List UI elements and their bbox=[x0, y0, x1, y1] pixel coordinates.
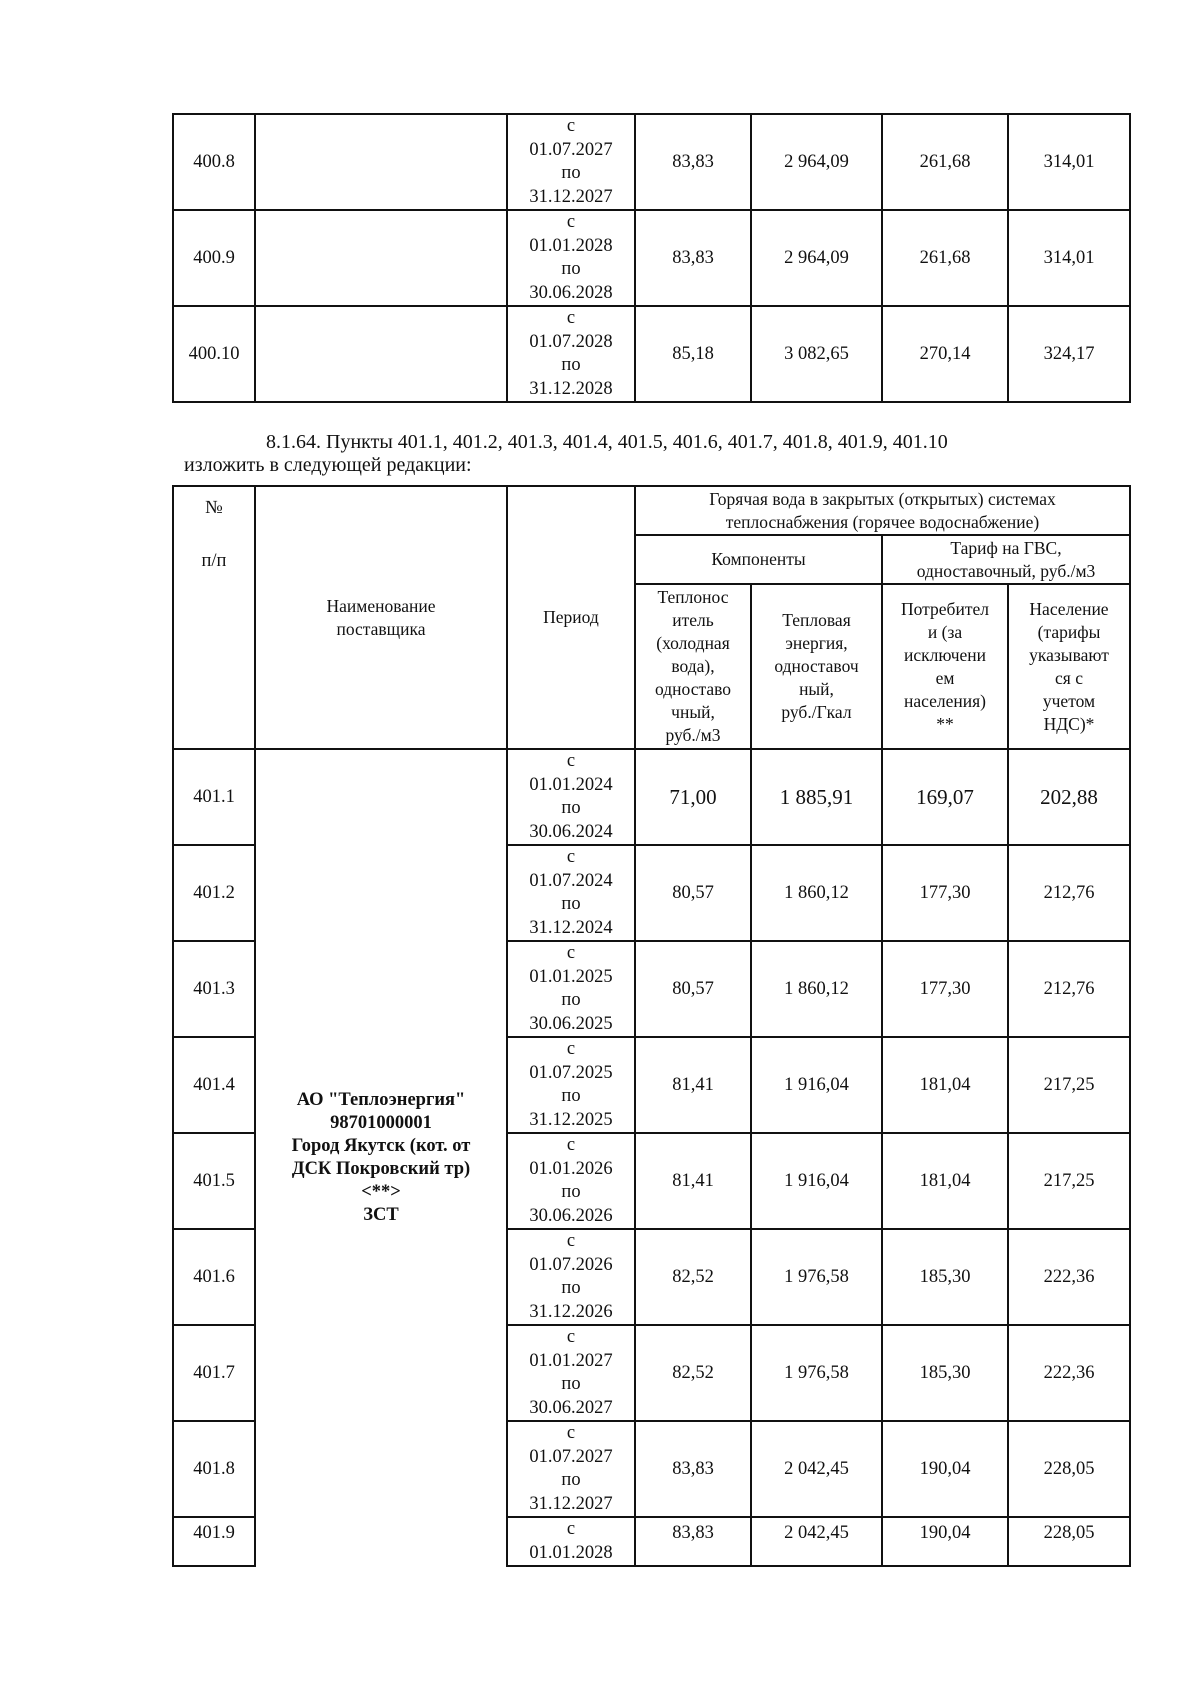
header-components: Компоненты bbox=[635, 535, 882, 584]
period-to-label: по bbox=[561, 1374, 581, 1394]
population-value: 222,36 bbox=[1008, 1229, 1130, 1325]
header-energy-line: ный, bbox=[799, 679, 834, 699]
header-tariff-line: Тариф на ГВС, bbox=[950, 537, 1062, 558]
row-number: 401.3 bbox=[173, 941, 255, 1037]
header-population-line: указывают bbox=[1029, 644, 1109, 665]
period-cell bbox=[507, 1133, 635, 1229]
consumers-value: 270,14 bbox=[882, 306, 1008, 402]
population-value: 217,25 bbox=[1008, 1133, 1130, 1229]
population-value: 228,05 bbox=[1008, 1421, 1130, 1517]
carrier-value: 82,52 bbox=[635, 1229, 751, 1325]
supplier-line: ЗСТ bbox=[363, 1205, 399, 1225]
period-end-date: 31.12.2026 bbox=[529, 1301, 613, 1322]
row-number: 400.8 bbox=[173, 114, 255, 210]
period-cell bbox=[507, 1037, 635, 1133]
table-row bbox=[173, 210, 1130, 306]
consumers-value: 177,30 bbox=[882, 845, 1008, 941]
carrier-value: 71,00 bbox=[635, 749, 751, 845]
consumers-value: 177,30 bbox=[882, 941, 1008, 1037]
supplier-line: Город Якутск (кот. от bbox=[291, 1136, 471, 1156]
period-cell bbox=[507, 941, 635, 1037]
period-to-label: по bbox=[561, 355, 581, 375]
supplier-line: АО "Теплоэнергия" bbox=[296, 1090, 466, 1110]
header-energy-line: Тепловая bbox=[782, 610, 851, 630]
period-cell bbox=[507, 1229, 635, 1325]
carrier-value: 83,83 bbox=[635, 114, 751, 210]
tariff-table-continuation bbox=[172, 113, 1131, 403]
population-value: 314,01 bbox=[1008, 210, 1130, 306]
header-tariff-line: одноставочный, руб./м3 bbox=[916, 560, 1096, 581]
carrier-value: 85,18 bbox=[635, 306, 751, 402]
header-carrier-line: итель bbox=[672, 610, 714, 630]
header-energy-line: одноставоч bbox=[774, 656, 859, 676]
row-number: 401.2 bbox=[173, 845, 255, 941]
header-group-line: Горячая вода в закрытых (открытых) системах bbox=[709, 488, 1056, 509]
period-cell bbox=[507, 306, 635, 402]
period-cell bbox=[507, 1517, 635, 1566]
row-number: 401.1 bbox=[173, 749, 255, 845]
header-carrier bbox=[635, 584, 751, 749]
header-row-1 bbox=[173, 486, 1130, 535]
consumers-value: 190,04 bbox=[882, 1421, 1008, 1517]
tariff-table-main bbox=[172, 485, 1131, 1567]
header-carrier-line: чный, bbox=[671, 702, 715, 722]
population-value: 212,76 bbox=[1008, 941, 1130, 1037]
header-hot-water-group bbox=[635, 486, 1130, 535]
period-from-label: с bbox=[566, 847, 576, 867]
consumers-value: 185,30 bbox=[882, 1325, 1008, 1421]
period-start-date: 01.01.2027 bbox=[529, 1350, 613, 1371]
period-to-label: по bbox=[561, 1278, 581, 1298]
period-end-date: 31.12.2027 bbox=[529, 186, 613, 207]
period-from-label: с bbox=[566, 1519, 576, 1539]
energy-value: 1 885,91 bbox=[751, 749, 882, 845]
header-consumers-line: исключени bbox=[903, 644, 987, 665]
supplier-line: 98701000001 bbox=[330, 1113, 432, 1133]
period-end-date: 30.06.2027 bbox=[529, 1397, 613, 1418]
header-supplier bbox=[255, 486, 507, 749]
period-cell bbox=[507, 749, 635, 845]
period-from-label: с bbox=[566, 308, 576, 328]
header-consumers-line: ем bbox=[935, 667, 955, 688]
header-supplier-line: Наименование bbox=[326, 595, 436, 616]
population-value: 217,25 bbox=[1008, 1037, 1130, 1133]
period-from-label: с bbox=[566, 1423, 576, 1443]
carrier-value: 83,83 bbox=[635, 210, 751, 306]
header-carrier-line: вода), bbox=[671, 656, 715, 676]
period-start-date: 01.07.2024 bbox=[529, 870, 613, 891]
energy-value: 1 860,12 bbox=[751, 845, 882, 941]
consumers-value: 190,04 bbox=[882, 1517, 1008, 1566]
table-row bbox=[173, 749, 1130, 845]
amendment-paragraph bbox=[184, 431, 1144, 477]
header-energy bbox=[751, 584, 882, 749]
energy-value: 1 976,58 bbox=[751, 1229, 882, 1325]
header-population-line: ся с bbox=[1055, 667, 1083, 688]
period-from-label: с bbox=[566, 116, 576, 136]
header-number-pp: п/п bbox=[201, 551, 227, 571]
period-from-label: с bbox=[566, 751, 576, 771]
carrier-value: 81,41 bbox=[635, 1037, 751, 1133]
energy-value: 2 964,09 bbox=[751, 210, 882, 306]
paragraph-line-2: изложить в следующей редакции: bbox=[184, 454, 472, 476]
header-carrier-line: руб./м3 bbox=[665, 725, 721, 745]
consumers-value: 185,30 bbox=[882, 1229, 1008, 1325]
period-end-date: 30.06.2024 bbox=[529, 821, 613, 842]
header-consumers-line: ** bbox=[936, 713, 954, 734]
carrier-value: 80,57 bbox=[635, 845, 751, 941]
population-value: 222,36 bbox=[1008, 1325, 1130, 1421]
supplier-cell bbox=[255, 210, 507, 306]
table-row bbox=[173, 306, 1130, 402]
period-end-date: 30.06.2026 bbox=[529, 1205, 613, 1226]
period-start-date: 01.07.2027 bbox=[529, 139, 613, 160]
period-cell bbox=[507, 1421, 635, 1517]
period-start-date: 01.07.2025 bbox=[529, 1062, 613, 1083]
carrier-value: 83,83 bbox=[635, 1517, 751, 1566]
supplier-cell bbox=[255, 306, 507, 402]
period-end-date: 30.06.2028 bbox=[529, 282, 613, 303]
supplier-line: <**> bbox=[361, 1182, 401, 1202]
period-end-date: 31.12.2027 bbox=[529, 1493, 613, 1514]
energy-value: 1 976,58 bbox=[751, 1325, 882, 1421]
header-tariff bbox=[882, 535, 1130, 584]
period-cell bbox=[507, 1325, 635, 1421]
energy-value: 1 916,04 bbox=[751, 1037, 882, 1133]
table-row bbox=[173, 114, 1130, 210]
period-end-date: 31.12.2028 bbox=[529, 378, 613, 399]
period-from-label: с bbox=[566, 1327, 576, 1347]
energy-value: 1 916,04 bbox=[751, 1133, 882, 1229]
energy-value: 2 042,45 bbox=[751, 1517, 882, 1566]
period-to-label: по bbox=[561, 798, 581, 818]
carrier-value: 82,52 bbox=[635, 1325, 751, 1421]
period-to-label: по bbox=[561, 894, 581, 914]
population-value: 314,01 bbox=[1008, 114, 1130, 210]
carrier-value: 80,57 bbox=[635, 941, 751, 1037]
period-from-label: с bbox=[566, 212, 576, 232]
header-energy-line: энергия, bbox=[785, 633, 848, 653]
header-population-line: (тарифы bbox=[1037, 621, 1101, 642]
row-number: 401.7 bbox=[173, 1325, 255, 1421]
paragraph-line-1: 8.1.64. Пункты 401.1, 401.2, 401.3, 401.4, 401.5, 401.6, 401.7, 401.8, 401.9, 401.10 bbox=[266, 431, 948, 453]
period-start-date: 01.01.2028 bbox=[529, 235, 613, 256]
header-consumers-line: населения) bbox=[904, 690, 986, 711]
row-number: 401.6 bbox=[173, 1229, 255, 1325]
header-supplier-line: поставщика bbox=[336, 618, 426, 639]
energy-value: 2 964,09 bbox=[751, 114, 882, 210]
period-start-date: 01.01.2024 bbox=[529, 774, 613, 795]
header-group-line: теплоснабжения (горячее водоснабжение) bbox=[725, 511, 1040, 532]
period-from-label: с bbox=[566, 1135, 576, 1155]
header-carrier-line: одноставо bbox=[655, 679, 731, 699]
row-number: 401.4 bbox=[173, 1037, 255, 1133]
header-carrier-line: Теплонос bbox=[657, 587, 729, 607]
period-end-date: 31.12.2025 bbox=[529, 1109, 613, 1130]
supplier-name bbox=[255, 749, 507, 1566]
carrier-value: 81,41 bbox=[635, 1133, 751, 1229]
period-from-label: с bbox=[566, 943, 576, 963]
header-consumers-line: Потребител bbox=[901, 598, 989, 619]
period-to-label: по bbox=[561, 990, 581, 1010]
period-start-date: 01.01.2028 bbox=[529, 1542, 613, 1563]
header-population-line: учетом bbox=[1042, 690, 1096, 711]
row-number: 400.10 bbox=[173, 306, 255, 402]
row-number: 401.9 bbox=[173, 1517, 255, 1566]
consumers-value: 169,07 bbox=[882, 749, 1008, 845]
header-number-sign: № bbox=[205, 498, 223, 518]
period-end-date: 31.12.2024 bbox=[529, 917, 613, 938]
consumers-value: 181,04 bbox=[882, 1133, 1008, 1229]
header-consumers bbox=[882, 584, 1008, 749]
header-consumers-line: и (за bbox=[927, 621, 963, 642]
population-value: 202,88 bbox=[1008, 749, 1130, 845]
header-energy-line: руб./Гкал bbox=[781, 702, 852, 722]
row-number: 401.8 bbox=[173, 1421, 255, 1517]
header-number bbox=[173, 486, 255, 749]
header-period: Период bbox=[507, 486, 635, 749]
consumers-value: 261,68 bbox=[882, 210, 1008, 306]
period-start-date: 01.07.2028 bbox=[529, 331, 613, 352]
consumers-value: 181,04 bbox=[882, 1037, 1008, 1133]
period-to-label: по bbox=[561, 163, 581, 183]
supplier-line: ДСК Покровский тр) bbox=[291, 1159, 471, 1179]
row-number: 401.5 bbox=[173, 1133, 255, 1229]
row-number: 400.9 bbox=[173, 210, 255, 306]
carrier-value: 83,83 bbox=[635, 1421, 751, 1517]
period-to-label: по bbox=[561, 1470, 581, 1490]
header-carrier-line: (холодная bbox=[656, 633, 730, 653]
energy-value: 2 042,45 bbox=[751, 1421, 882, 1517]
period-cell bbox=[507, 114, 635, 210]
period-start-date: 01.01.2026 bbox=[529, 1158, 613, 1179]
period-to-label: по bbox=[561, 259, 581, 279]
period-start-date: 01.07.2027 bbox=[529, 1446, 613, 1467]
header-population-line: Население bbox=[1029, 598, 1109, 619]
energy-value: 1 860,12 bbox=[751, 941, 882, 1037]
supplier-cell bbox=[255, 114, 507, 210]
energy-value: 3 082,65 bbox=[751, 306, 882, 402]
period-to-label: по bbox=[561, 1182, 581, 1202]
period-start-date: 01.01.2025 bbox=[529, 966, 613, 987]
period-cell bbox=[507, 845, 635, 941]
population-value: 324,17 bbox=[1008, 306, 1130, 402]
period-cell bbox=[507, 210, 635, 306]
period-from-label: с bbox=[566, 1039, 576, 1059]
header-population-line: НДС)* bbox=[1043, 713, 1095, 734]
period-start-date: 01.07.2026 bbox=[529, 1254, 613, 1275]
period-end-date: 30.06.2025 bbox=[529, 1013, 613, 1034]
population-value: 212,76 bbox=[1008, 845, 1130, 941]
consumers-value: 261,68 bbox=[882, 114, 1008, 210]
period-to-label: по bbox=[561, 1086, 581, 1106]
period-from-label: с bbox=[566, 1231, 576, 1251]
header-population bbox=[1008, 584, 1130, 749]
population-value: 228,05 bbox=[1008, 1517, 1130, 1566]
